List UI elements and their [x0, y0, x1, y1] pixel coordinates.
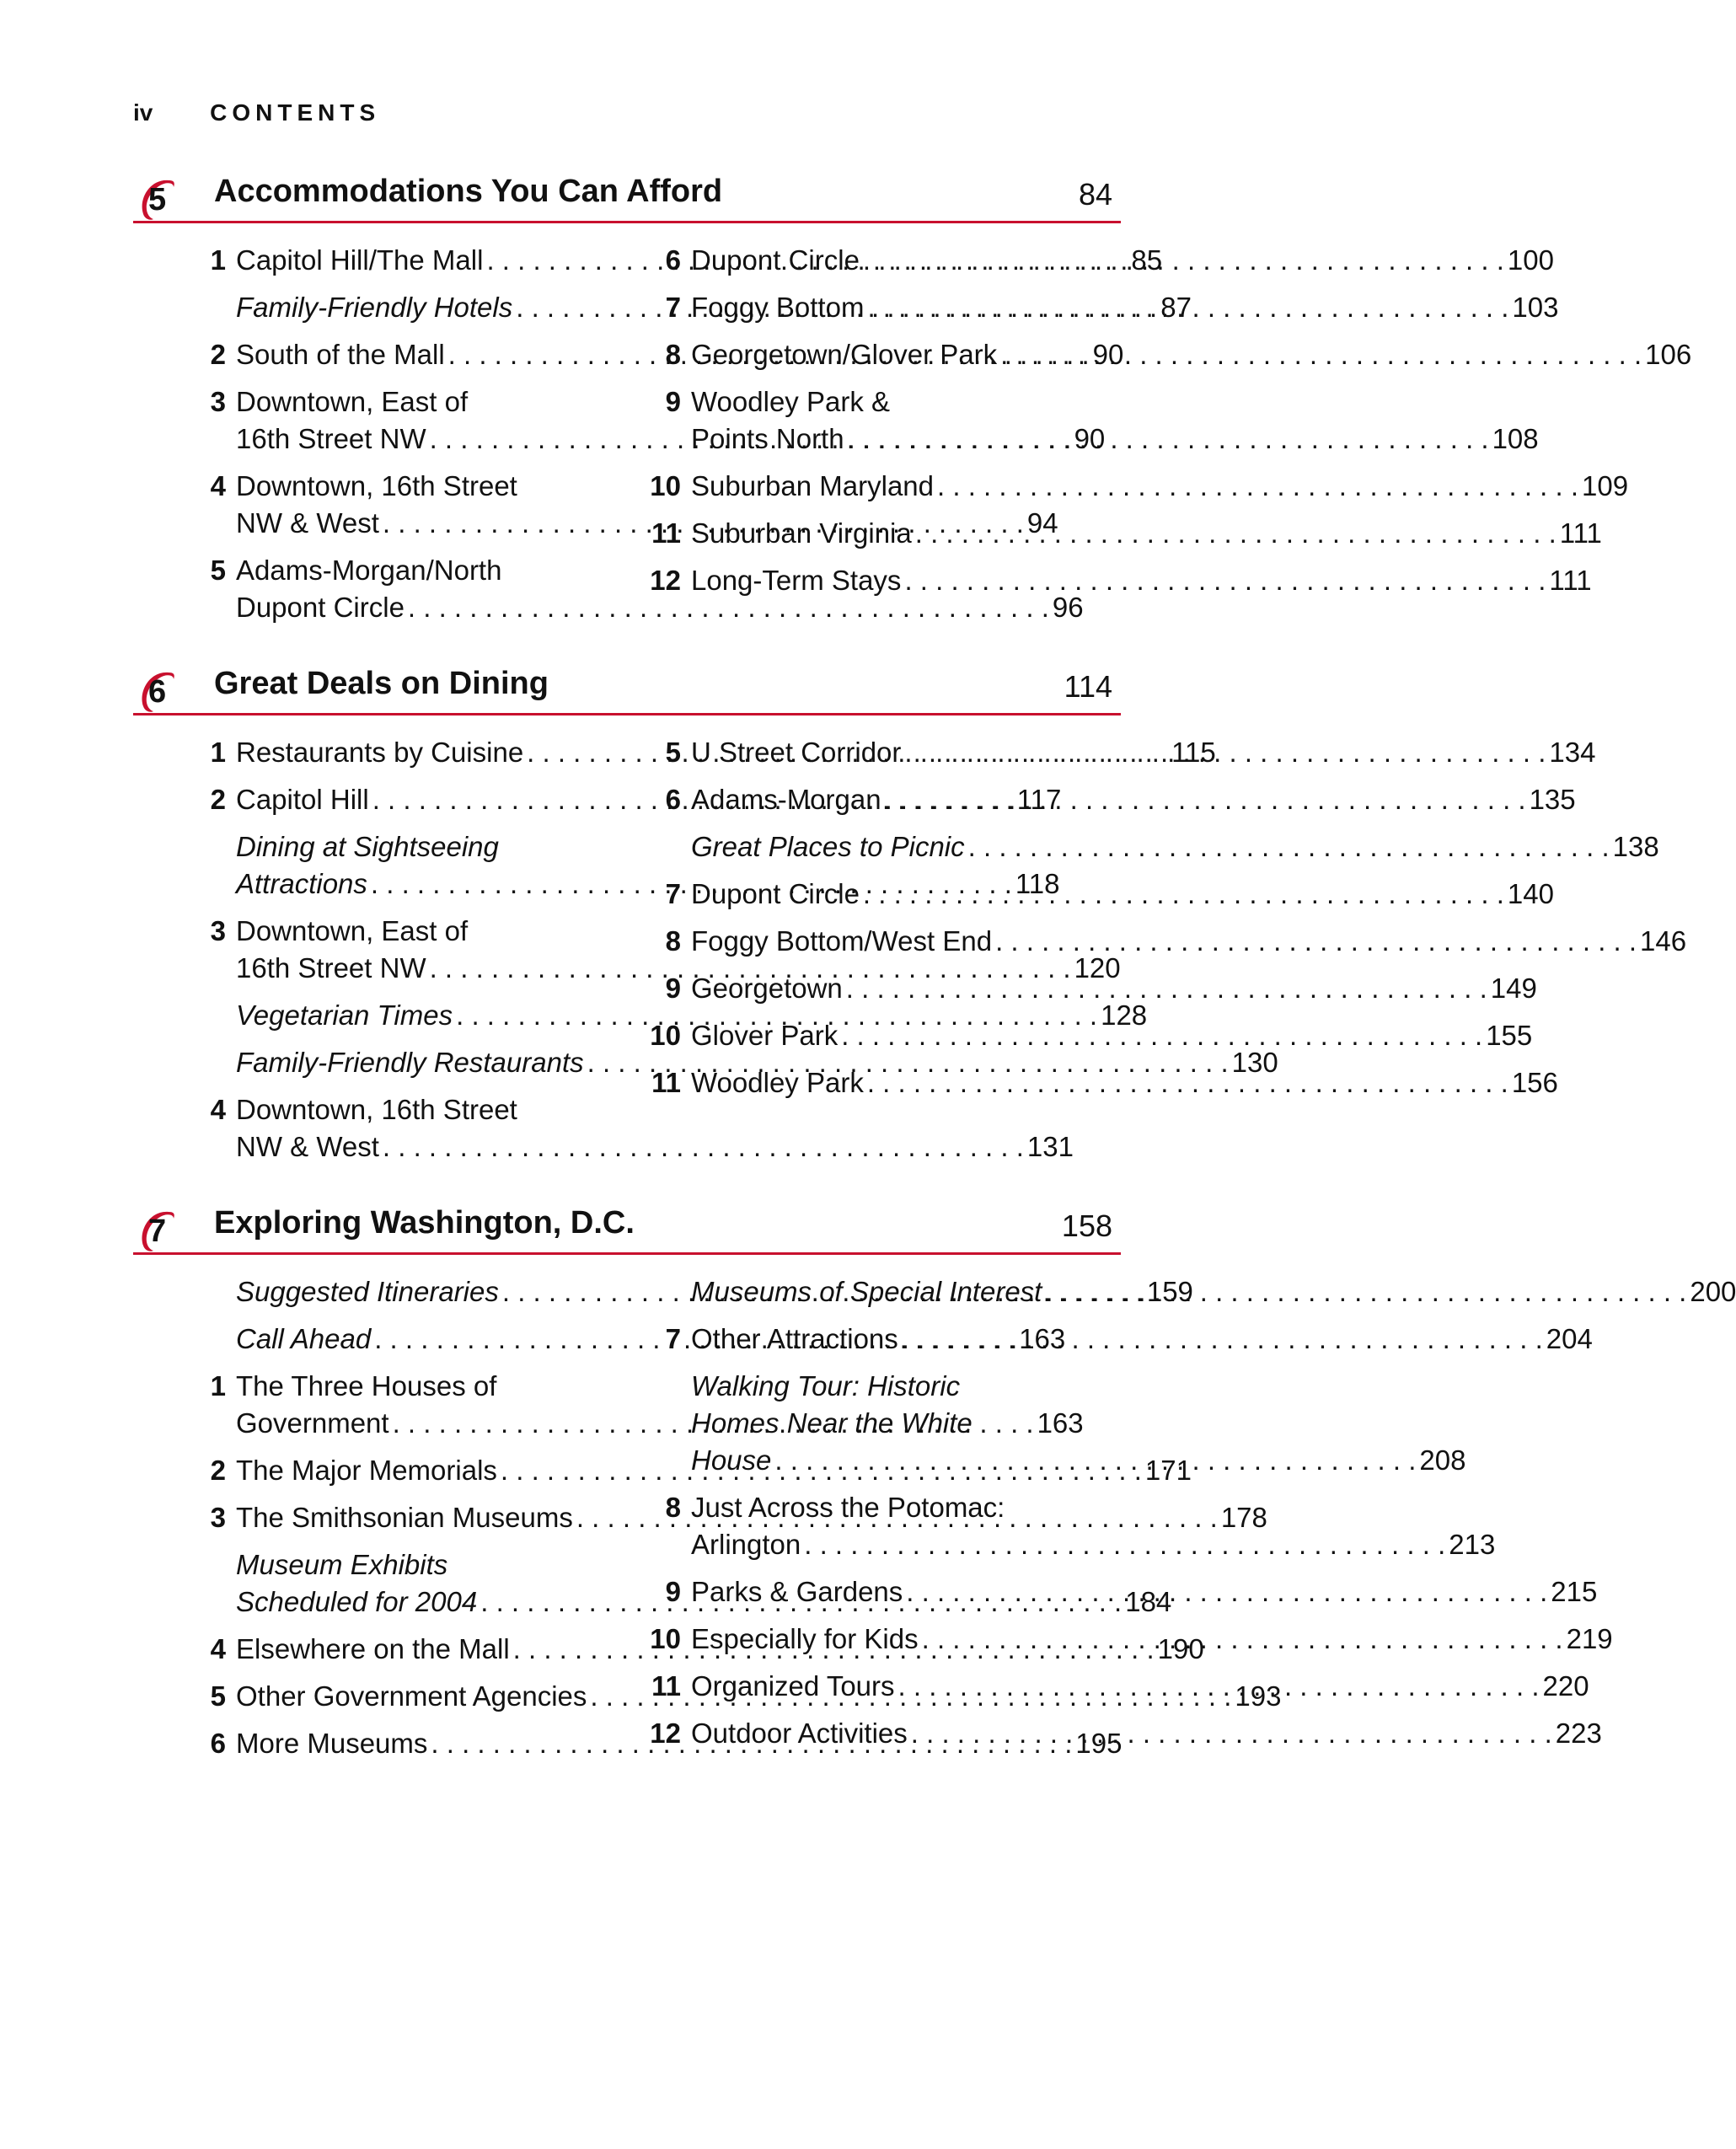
entry-number: 3 [210, 915, 226, 946]
entry-text [691, 828, 1659, 865]
entry-number: 4 [210, 470, 226, 501]
entry-text [691, 1573, 1597, 1610]
entry-page-number: 155 [1486, 1020, 1533, 1051]
toc-entry[interactable] [639, 923, 1687, 960]
dot-leader [863, 876, 1504, 913]
entry-page-number: 200 [1690, 1276, 1736, 1307]
entry-page-number: 90 [1074, 423, 1106, 454]
entry-line [691, 970, 1537, 1007]
entry-page-number: 134 [1549, 737, 1596, 768]
entry-title: Family-Friendly Restaurants [236, 1047, 584, 1078]
entry-page-number: 219 [1566, 1623, 1613, 1654]
entry-page-number: 195 [1075, 1728, 1123, 1759]
dot-leader [995, 923, 1637, 960]
chapter-block [133, 659, 1687, 1162]
entry-line [691, 1273, 1736, 1310]
entry-number: 6 [665, 784, 681, 815]
entry-line [691, 1442, 1465, 1479]
entry-number: 10 [650, 470, 681, 501]
entry-title: Vegetarian Times [236, 999, 453, 1031]
entry-page-number: 87 [1160, 292, 1192, 323]
entry-number: 9 [665, 1576, 681, 1607]
sidebar-entry[interactable] [184, 997, 1148, 1034]
entry-title: Georgetown [691, 973, 843, 1004]
entry-number: 10 [650, 1623, 681, 1654]
entry-text [691, 1368, 1465, 1479]
entry-title: 16th Street NW [236, 952, 426, 983]
chapter-block [133, 1198, 1736, 1759]
entry-page-number: 171 [1144, 1455, 1192, 1486]
toc-entry[interactable] [639, 336, 1692, 373]
entry-page-number: 163 [1037, 1407, 1084, 1439]
entry-number [184, 997, 236, 1034]
entry-text [691, 1064, 1558, 1101]
entry-number [639, 1368, 691, 1479]
entry-number: 5 [210, 1680, 226, 1712]
entry-text [691, 923, 1686, 960]
entry-page-number: 184 [1125, 1586, 1172, 1617]
chapter-heading [133, 1198, 1121, 1255]
toc-entry[interactable] [639, 1017, 1533, 1054]
entry-page-number: 149 [1490, 973, 1537, 1004]
entry-page-number: 103 [1512, 292, 1559, 323]
chapter-title[interactable]: Accommodations You Can Afford [214, 174, 723, 209]
page-folio: iv [133, 99, 153, 126]
entry-page-number: 109 [1582, 470, 1629, 501]
entry-title: Museums of Special Interest [691, 1276, 1042, 1307]
entry-text [691, 1273, 1736, 1310]
entry-number: 11 [651, 1670, 681, 1702]
entry-title: Capitol Hill/The Mall [236, 244, 484, 276]
entry-title: Adams-Morgan [691, 784, 881, 815]
entry-text [691, 781, 1576, 818]
entry-number: 9 [665, 973, 681, 1004]
entry-number: 3 [210, 1502, 226, 1533]
toc-entry[interactable] [639, 1064, 1558, 1101]
entry-text [691, 1489, 1495, 1563]
entry-number [184, 1044, 236, 1081]
entry-line [691, 1621, 1613, 1658]
entry-title: Great Places to Picnic [691, 831, 965, 862]
chapter-number-badge [135, 666, 182, 713]
entry-page-number: 118 [1015, 868, 1060, 899]
entry-text [691, 734, 1595, 771]
dot-leader [867, 289, 1508, 326]
entry-title: Glover Park [691, 1020, 839, 1051]
toc-entry[interactable] [639, 1715, 1602, 1752]
entry-page-number: 130 [1231, 1047, 1278, 1078]
entry-title: NW & West [236, 1131, 379, 1162]
chapter-number: 5 [148, 182, 167, 217]
entry-line [691, 515, 1602, 552]
entry-text [691, 1668, 1589, 1705]
entry-title: Other Government Agencies [236, 1680, 587, 1712]
entry-page-number: 131 [1026, 1131, 1074, 1162]
entry-page-number: 128 [1101, 999, 1148, 1031]
entry-title: Homes Near the White [691, 1407, 972, 1439]
chapter-number-badge [135, 1205, 182, 1252]
entry-page-number: 220 [1542, 1670, 1589, 1702]
entry-text [691, 1715, 1602, 1752]
chapter-number-badge [135, 174, 182, 221]
entry-number: 7 [665, 1323, 681, 1354]
entry-number: 1 [210, 1370, 226, 1401]
toc-entry[interactable] [639, 781, 1576, 818]
entry-title: Foggy Bottom/West End [691, 925, 993, 957]
entry-text [691, 289, 1558, 326]
entry-page-number: 111 [1549, 565, 1592, 596]
sidebar-entry[interactable] [639, 828, 1659, 865]
entry-page-number: 90 [1092, 339, 1124, 370]
entry-title: Downtown, 16th Street [236, 470, 517, 501]
entry-text [691, 876, 1554, 913]
entry-title: Dupont Circle [236, 592, 405, 623]
entry-page-number: 108 [1492, 423, 1539, 454]
dot-leader [922, 1621, 1563, 1658]
entry-title: Government [236, 1407, 389, 1439]
entry-text [691, 562, 1592, 599]
entry-title: Suburban Virginia [691, 517, 912, 549]
dot-leader [885, 781, 1526, 818]
entry-title: Suggested Itineraries [236, 1276, 499, 1307]
chapter-block [133, 167, 1692, 623]
entry-text [691, 1621, 1613, 1658]
entry-line [691, 1489, 1495, 1526]
entry-title: Georgetown/Glover Park [691, 339, 998, 370]
running-head [133, 99, 380, 126]
entry-number: 4 [210, 1094, 226, 1125]
entry-number: 6 [665, 244, 681, 276]
entry-number: 10 [650, 1020, 681, 1051]
dot-leader [915, 515, 1557, 552]
entry-page-number: 178 [1220, 1502, 1267, 1533]
dot-leader [906, 1573, 1547, 1610]
entry-number: 12 [650, 565, 681, 596]
entry-line [691, 289, 1558, 326]
entry-text [691, 468, 1628, 505]
entry-title: Family-Friendly Hotels [236, 292, 513, 323]
entry-line [691, 876, 1554, 913]
entry-page-number: 156 [1511, 1067, 1558, 1098]
entry-number: 8 [665, 925, 681, 957]
entry-number [184, 289, 236, 326]
entry-line [691, 734, 1595, 771]
entry-page-number: 223 [1555, 1718, 1602, 1749]
entry-page-number: 117 [1016, 784, 1062, 815]
entry-number: 2 [210, 1455, 226, 1486]
entry-title: Suburban Maryland [691, 470, 935, 501]
toc-entry[interactable] [639, 970, 1537, 1007]
entry-title: Dupont Circle [691, 244, 860, 276]
entry-title: The Three Houses of [236, 1370, 497, 1401]
entry-title: U Street Corridor [691, 737, 902, 768]
entry-number [184, 828, 236, 903]
chapter-heading [133, 659, 1121, 715]
entry-page-number: 215 [1551, 1576, 1598, 1607]
dot-leader [867, 1064, 1508, 1101]
entry-page-number: 193 [1235, 1680, 1282, 1712]
entry-title: Elsewhere on the Mall [236, 1633, 510, 1664]
entry-title: NW & West [236, 507, 379, 539]
entry-line [691, 1321, 1593, 1358]
toc-entry[interactable] [639, 876, 1554, 913]
entry-title: Parks & Gardens [691, 1576, 903, 1607]
entry-line [691, 421, 1539, 458]
entry-title: South of the Mall [236, 339, 445, 370]
entry-number: 11 [651, 517, 681, 549]
toc-entry[interactable] [639, 562, 1592, 599]
entry-page-number: 111 [1559, 517, 1602, 549]
entry-title: Especially for Kids [691, 1623, 919, 1654]
dot-leader [898, 1668, 1540, 1705]
entry-page-number: 120 [1074, 952, 1121, 983]
entry-number: 3 [210, 386, 226, 417]
entry-line [691, 1064, 1558, 1101]
entry-number: 8 [665, 339, 681, 370]
entry-title: Call Ahead [236, 1323, 372, 1354]
entry-title: Scheduled for 2004 [236, 1586, 478, 1617]
entry-line [691, 383, 1539, 421]
entry-page-number: 135 [1529, 784, 1576, 815]
entry-title: Woodley Park [691, 1067, 864, 1098]
entry-title: More Museums [236, 1728, 428, 1759]
entry-page-number: 100 [1507, 244, 1554, 276]
dot-leader [1000, 336, 1642, 373]
entry-number: 5 [665, 737, 681, 768]
entry-number [639, 828, 691, 865]
dot-leader [1045, 1273, 1686, 1310]
entry-line [691, 1526, 1495, 1563]
entry-title: Adams-Morgan/North [236, 555, 502, 586]
chapter-title[interactable]: Great Deals on Dining [214, 666, 549, 701]
entry-number [184, 1321, 236, 1358]
dot-leader [911, 1715, 1552, 1752]
entry-page-number: 106 [1645, 339, 1692, 370]
entry-title: Downtown, 16th Street [236, 1094, 517, 1125]
entry-line [691, 242, 1554, 279]
dot-leader [968, 828, 1610, 865]
chapter-page-number: 158 [1061, 1208, 1112, 1243]
entry-title: Arlington [691, 1529, 801, 1560]
entry-number: 5 [210, 555, 226, 586]
entry-page-number: 115 [1171, 737, 1216, 768]
entry-title: Restaurants by Cuisine [236, 737, 524, 768]
entry-page-number: 94 [1026, 507, 1058, 539]
chapter-number: 7 [148, 1214, 167, 1249]
entry-number: 11 [651, 1067, 681, 1098]
entry-line [691, 468, 1628, 505]
entry-title: Walking Tour: Historic [691, 1370, 961, 1401]
entry-text [691, 1017, 1532, 1054]
entry-title: Woodley Park & [691, 386, 890, 417]
entry-title: Museum Exhibits [236, 1549, 448, 1580]
chapter-title[interactable]: Exploring Washington, D.C. [214, 1205, 635, 1241]
entry-number: 1 [210, 737, 226, 768]
entry-title: Dupont Circle [691, 878, 860, 909]
entry-line [691, 1405, 1465, 1442]
dot-leader [846, 970, 1487, 1007]
entry-number: 2 [210, 784, 226, 815]
entry-page-number: 85 [1131, 244, 1163, 276]
entry-page-number: 138 [1612, 831, 1659, 862]
entry-title: Capitol Hill [236, 784, 369, 815]
dot-leader [848, 421, 1489, 458]
entry-number: 7 [665, 878, 681, 909]
entry-line [691, 781, 1576, 818]
entry-line [691, 828, 1659, 865]
entry-line [691, 1715, 1602, 1752]
entry-number: 2 [210, 339, 226, 370]
entry-title: Downtown, East of [236, 915, 469, 946]
entry-title: Points North [691, 423, 844, 454]
entry-page-number: 146 [1640, 925, 1687, 957]
entry-title: Downtown, East of [236, 386, 469, 417]
entry-number [639, 1273, 691, 1310]
dot-leader [774, 1442, 1416, 1479]
running-head-label: CONTENTS [210, 99, 381, 126]
entry-text [691, 1321, 1593, 1358]
dot-leader [904, 734, 1546, 771]
entry-text [691, 970, 1537, 1007]
entry-text [691, 336, 1691, 373]
entry-line [691, 923, 1686, 960]
entry-page-number: 190 [1157, 1633, 1204, 1664]
dot-leader [383, 1128, 1024, 1166]
entry-line [691, 1573, 1597, 1610]
entry-number: 12 [650, 1718, 681, 1749]
entry-number: 8 [665, 1492, 681, 1523]
entry-number: 9 [665, 386, 681, 417]
toc-entry[interactable] [184, 1091, 1074, 1166]
entry-title: 16th Street NW [236, 423, 426, 454]
chapter-page-number: 84 [1078, 177, 1112, 212]
toc-entry[interactable] [639, 1321, 1593, 1358]
entry-text [691, 242, 1554, 279]
chapter-number: 6 [148, 674, 167, 710]
entry-line [691, 1017, 1532, 1054]
entry-title: Other Attractions [691, 1323, 898, 1354]
dot-leader [937, 468, 1578, 505]
dot-leader [904, 562, 1546, 599]
dot-leader [863, 242, 1504, 279]
chapter-heading [133, 167, 1121, 223]
dot-leader [841, 1017, 1482, 1054]
entry-line [691, 336, 1691, 373]
entry-number [184, 1546, 236, 1621]
entry-number: 6 [210, 1728, 226, 1759]
entry-title: Foggy Bottom [691, 292, 865, 323]
entry-title: The Major Memorials [236, 1455, 497, 1486]
entry-line [691, 1668, 1589, 1705]
entry-number: 7 [665, 292, 681, 323]
entry-title: Organized Tours [691, 1670, 895, 1702]
dot-leader [902, 1321, 1543, 1358]
entry-number [184, 1273, 236, 1310]
entry-number: 4 [210, 1633, 226, 1664]
toc-entry[interactable] [639, 515, 1602, 552]
entry-page-number: 159 [1146, 1276, 1193, 1307]
dot-leader [804, 1526, 1445, 1563]
toc-entry[interactable] [639, 383, 1539, 458]
entry-page-number: 163 [1019, 1323, 1066, 1354]
chapter-page-number: 114 [1064, 669, 1112, 704]
entry-line [236, 1128, 1074, 1166]
entry-text [691, 383, 1539, 458]
entry-title: Dining at Sightseeing [236, 831, 499, 862]
sidebar-entry[interactable] [184, 1044, 1278, 1081]
entry-title: Just Across the Potomac: [691, 1492, 1005, 1523]
entry-page-number: 204 [1546, 1323, 1593, 1354]
entry-number: 1 [210, 244, 226, 276]
entry-page-number: 140 [1507, 878, 1554, 909]
entry-page-number: 208 [1419, 1444, 1466, 1476]
entry-title: Attractions [236, 868, 367, 899]
toc-entry[interactable] [639, 468, 1629, 505]
entry-title: Outdoor Activities [691, 1718, 908, 1749]
entry-line [691, 1368, 1465, 1405]
entry-line [691, 562, 1592, 599]
entry-text [691, 515, 1602, 552]
entry-page-number: 96 [1052, 592, 1084, 623]
entry-title: Long-Term Stays [691, 565, 902, 596]
entry-title: House [691, 1444, 772, 1476]
entry-page-number: 213 [1449, 1529, 1496, 1560]
entry-title: The Smithsonian Museums [236, 1502, 573, 1533]
